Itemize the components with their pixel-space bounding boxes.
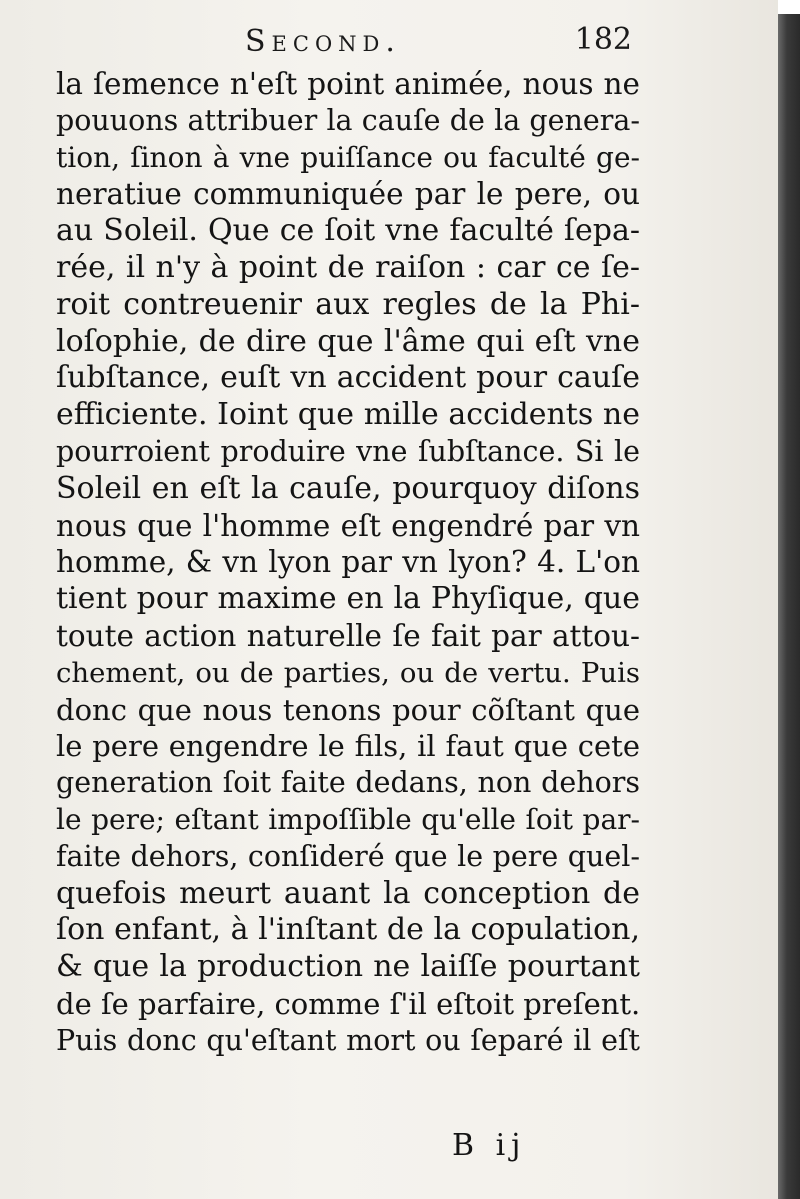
text-line: generation ſoit faite dedans, non dehors	[56, 766, 640, 800]
text-line: tion, ſinon à vne puiſſance ou faculté ge-	[56, 140, 640, 174]
text-line: quefois meurt auant la conception de	[56, 875, 640, 911]
signature-mark: B ij	[452, 1128, 527, 1163]
text-line: homme, & vn lyon par vn lyon? 4. L'on	[56, 545, 640, 580]
text-line: au Soleil. Que ce ſoit vne faculté ſepa-	[56, 213, 640, 249]
text-line: roit contreuenir aux regles de la Phi-	[56, 286, 640, 322]
text-line: Soleil en eſt la cauſe, pourquoy diſons	[56, 470, 640, 506]
running-title: Second.	[245, 24, 401, 59]
text-line: donc que nous tenons pour cõſtant que	[56, 692, 640, 727]
body-text	[56, 66, 640, 1060]
text-line: Puis donc qu'eſtant mort ou ſeparé il eſt	[56, 1023, 640, 1057]
text-line: nous que l'homme eſt engendré par vn	[56, 508, 640, 543]
text-line: la ſemence n'eſt point animée, nous ne	[56, 67, 640, 101]
book-spine-edge	[778, 14, 800, 1199]
text-line: ſubſtance, euſt vn accident pour cauſe	[56, 360, 640, 396]
page-number: 182	[574, 22, 632, 57]
text-line: faite dehors, conſideré que le pere quel-	[56, 839, 640, 873]
text-line: neratiue communiquée par le pere, ou	[56, 177, 640, 212]
text-line: toute action naturelle ſe fait par attou-	[56, 618, 640, 653]
text-line: loſophie, de dire que l'âme qui eſt vne	[56, 323, 640, 359]
text-line: rée, il n'y à point de raiſon : car ce ſe-	[56, 249, 640, 285]
text-line: ſon enfant, à l'inſtant de la copulation,	[56, 912, 640, 948]
text-line: le pere; eſtant impoſſible qu'elle ſoit par-	[56, 802, 640, 836]
text-line: de ſe parfaire, comme ſ'il eſtoit preſent.	[56, 986, 640, 1021]
scan-margin	[778, 0, 800, 14]
text-line: chement, ou de parties, ou de vertu. Puis	[56, 656, 640, 689]
text-line: pourroient produire vne ſubſtance. Si le	[56, 434, 640, 468]
running-head	[60, 20, 640, 62]
text-line: le pere engendre le fils, il faut que cete	[56, 729, 640, 764]
text-line: pouuons attribuer la cauſe de la genera-	[56, 103, 640, 137]
text-line: efficiente. Ioint que mille accidents ne	[56, 397, 640, 433]
text-line: tient pour maxime en la Phyſique, que	[56, 581, 640, 617]
text-line: & que la production ne laiſſe pourtant	[56, 949, 640, 985]
